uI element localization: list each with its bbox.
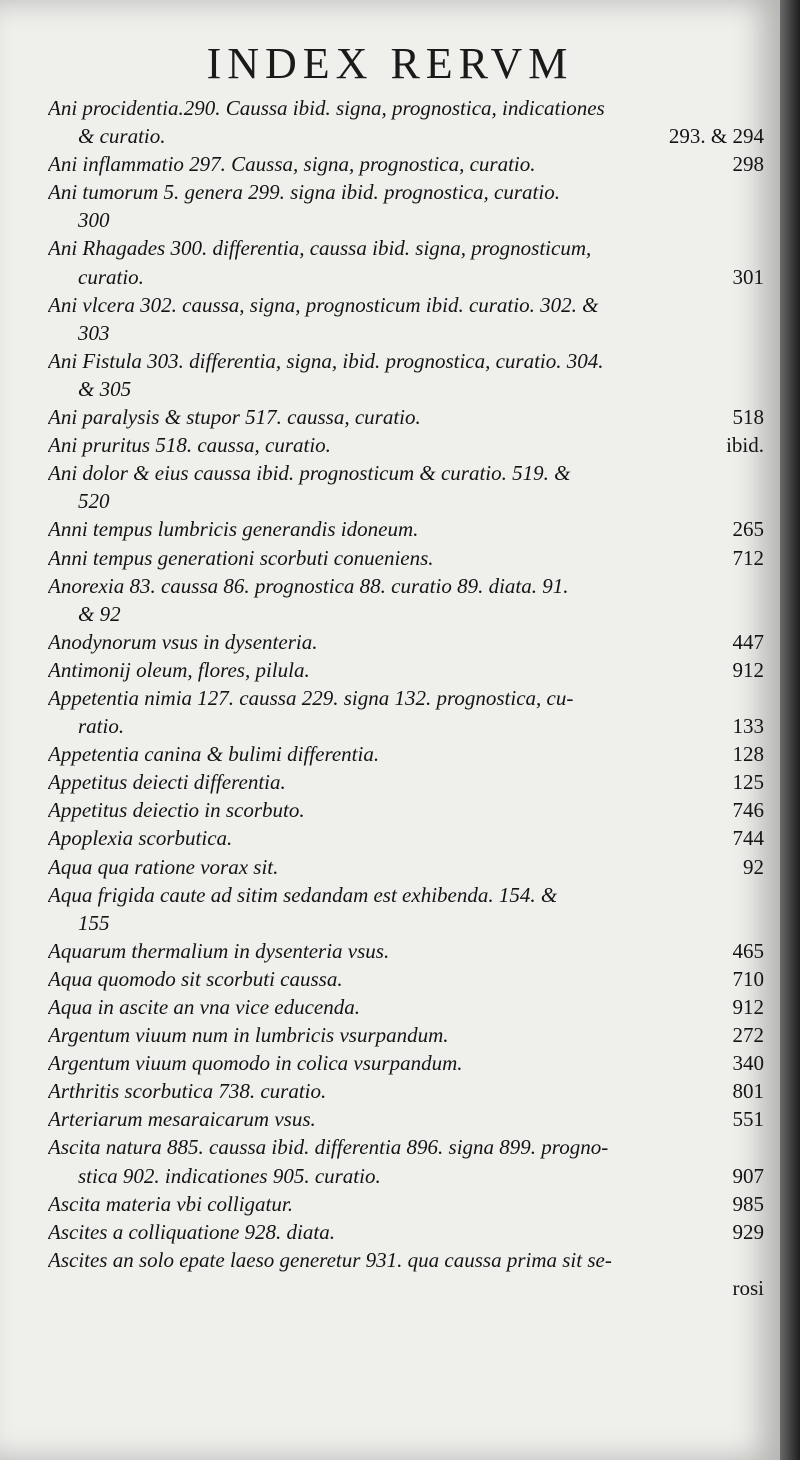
entry-line [48, 572, 764, 600]
entry-text: Arteriarum mesaraicarum vsus. [48, 1107, 316, 1132]
entry-continuation-line [48, 263, 764, 291]
entry-page-reference: 912 [732, 995, 764, 1019]
entry-text: Appetentia canina & bulimi differentia. [48, 742, 380, 767]
entry-page-reference: 128 [732, 742, 764, 767]
entry-text: 520 [78, 489, 110, 514]
index-entry [48, 403, 764, 431]
entry-text: Ascites a colliquatione 928. diata. [48, 1219, 335, 1244]
entry-line [48, 1105, 764, 1133]
entry-text: Aqua quomodo sit scorbuti caussa. [48, 966, 343, 991]
entry-text: Ani procidentia.290. Caussa ibid. signa, prognostica, indicationes [48, 96, 605, 120]
index-entry [48, 1021, 764, 1049]
entry-text: Ani vlcera 302. caussa, signa, prognosticum ibid. curatio. 302. & [48, 292, 599, 317]
entry-text: Aqua qua ratione vorax sit. [48, 854, 279, 879]
entry-line [48, 1190, 764, 1218]
entry-text: Aquarum thermalium in dysenteria vsus. [48, 938, 390, 963]
entry-page-reference: 912 [732, 657, 764, 682]
entry-page-reference: 801 [732, 1079, 764, 1104]
entry-line [48, 937, 764, 965]
index-entry [48, 431, 764, 459]
entry-line [48, 656, 764, 684]
entry-text: Argentum viuum num in lumbricis vsurpandum. [48, 1023, 449, 1048]
entry-line [48, 1021, 764, 1049]
index-entry [48, 684, 764, 740]
entry-text: Apoplexia scorbutica. [48, 826, 233, 851]
entry-line [48, 1049, 764, 1077]
entry-line [48, 853, 764, 881]
entry-line [48, 291, 764, 319]
entry-text: Anodynorum vsus in dysenteria. [48, 629, 318, 654]
entry-page-reference: rosi [732, 1275, 764, 1300]
entry-text: stica 902. indicationes 905. curatio. [78, 1163, 381, 1188]
index-entry [48, 796, 764, 824]
entry-line [48, 881, 764, 909]
entry-line [48, 740, 764, 768]
entry-text: ratio. [78, 714, 125, 739]
index-entry [48, 824, 764, 852]
index-entry [48, 1190, 764, 1218]
index-entry [48, 1133, 764, 1189]
entry-line [48, 993, 764, 1021]
entry-line [48, 431, 764, 459]
entry-continuation-line [48, 909, 764, 937]
entry-continuation-line [48, 375, 764, 403]
index-entry [48, 881, 764, 937]
entry-text: Ascita natura 885. caussa ibid. differentia 896. signa 899. progno- [48, 1135, 609, 1160]
entry-line [48, 178, 764, 206]
entry-continuation-line [48, 487, 764, 515]
entry-page-reference: 293. & 294 [668, 124, 764, 149]
entry-text: Ani dolor & eius caussa ibid. prognosticum & curatio. 519. & [48, 461, 571, 486]
entry-page-reference: ibid. [726, 433, 764, 458]
entry-text: 155 [78, 910, 110, 935]
entry-text: Ani Rhagades 300. differentia, caussa ibid. signa, prognosticum, [48, 236, 592, 261]
entry-line [48, 684, 764, 712]
entry-continuation-line [48, 319, 764, 347]
index-entry [48, 94, 764, 150]
entry-text: curatio. [78, 264, 144, 289]
entry-text: 303 [78, 320, 110, 345]
index-entry [48, 853, 764, 881]
entry-text: Appetentia nimia 127. caussa 229. signa 132. prognostica, cu- [48, 685, 574, 710]
entry-line [48, 459, 764, 487]
entry-line [48, 234, 764, 262]
index-entry [48, 291, 764, 347]
entry-line [48, 1077, 764, 1105]
entry-line [48, 515, 764, 543]
entry-line [48, 403, 764, 431]
entry-line [48, 965, 764, 993]
entry-line [48, 628, 764, 656]
entry-text: Arthritis scorbutica 738. curatio. [48, 1079, 327, 1104]
index-entry [48, 628, 764, 656]
entry-text: Ascites an solo epate laeso generetur 931. qua caussa prima sit se- [48, 1247, 612, 1272]
entry-page-reference: 929 [732, 1219, 764, 1244]
entry-text: Anni tempus generationi scorbuti conueniens. [48, 545, 434, 570]
entry-line [48, 1133, 764, 1161]
entry-page-reference: 272 [732, 1023, 764, 1048]
entry-line [48, 347, 764, 375]
entry-page-reference: 301 [732, 264, 764, 289]
entry-text: Ani paralysis & stupor 517. caussa, curatio. [48, 405, 421, 430]
entry-continuation-line [48, 122, 764, 150]
entry-line [48, 1218, 764, 1246]
index-entry [48, 937, 764, 965]
entry-text: Anni tempus lumbricis generandis idoneum. [48, 517, 419, 542]
page-edge-shadow [780, 0, 800, 1460]
entry-text: Anorexia 83. caussa 86. prognostica 88. curatio 89. diata. 91. [48, 573, 569, 598]
index-entry [48, 1105, 764, 1133]
entry-text: Antimonij oleum, flores, pilula. [48, 657, 310, 682]
entry-continuation-line [48, 1162, 764, 1190]
entry-line [48, 1246, 764, 1274]
entry-text: Ani Fistula 303. differentia, signa, ibid. prognostica, curatio. 304. [48, 348, 604, 373]
index-entry [48, 656, 764, 684]
index-entry [48, 1246, 764, 1302]
index-entry [48, 993, 764, 1021]
entry-page-reference: 133 [732, 714, 764, 739]
entry-continuation-line [48, 600, 764, 628]
index-entry [48, 1049, 764, 1077]
index-entry [48, 234, 764, 290]
entry-text: Aqua in ascite an vna vice educenda. [48, 995, 360, 1019]
page-title: INDEX RERVM [206, 39, 574, 88]
entry-page-reference: 298 [732, 152, 764, 177]
index-entry [48, 459, 764, 515]
entry-line [48, 544, 764, 572]
entry-page-reference: 92 [743, 854, 764, 879]
entry-page-reference: 518 [732, 405, 764, 430]
entry-page-reference: 340 [732, 1051, 764, 1076]
index-entry [48, 150, 764, 178]
entry-text: 300 [78, 208, 110, 233]
entry-text: Appetitus deiectio in scorbuto. [48, 798, 305, 823]
entry-page-reference: 265 [732, 517, 764, 542]
entry-page-reference: 985 [732, 1191, 764, 1216]
entry-page-reference: 744 [732, 826, 764, 851]
entry-page-reference: 465 [732, 938, 764, 963]
entry-continuation-line [48, 206, 764, 234]
entry-continuation-line [48, 1274, 764, 1302]
index-entry [48, 347, 764, 403]
index-entry [48, 1077, 764, 1105]
index-entry [48, 965, 764, 993]
entry-page-reference: 125 [732, 770, 764, 795]
index-entry [48, 768, 764, 796]
entry-line [48, 796, 764, 824]
entry-text: Argentum viuum quomodo in colica vsurpandum. [48, 1051, 463, 1076]
entry-text: Ascita materia vbi colligatur. [48, 1191, 293, 1216]
entry-text: Ani pruritus 518. caussa, curatio. [48, 433, 331, 458]
entry-page-reference: 746 [732, 798, 764, 823]
index-entries [48, 94, 764, 1302]
index-entry [48, 515, 764, 543]
entry-line [48, 150, 764, 178]
entry-text: Appetitus deiecti differentia. [48, 770, 286, 795]
entry-page-reference: 447 [732, 629, 764, 654]
entry-text: Ani tumorum 5. genera 299. signa ibid. prognostica, curatio. [48, 180, 560, 205]
index-entry [48, 572, 764, 628]
index-entry [48, 178, 764, 234]
entry-text: & 305 [78, 376, 132, 401]
entry-page-reference: 907 [732, 1163, 764, 1188]
entry-page-reference: 710 [732, 966, 764, 991]
entry-text: & curatio. [78, 124, 166, 149]
entry-continuation-line [48, 712, 764, 740]
index-entry [48, 544, 764, 572]
entry-text: Aqua frigida caute ad sitim sedandam est exhibenda. 154. & [48, 882, 558, 907]
index-entry [48, 740, 764, 768]
entry-line [48, 94, 764, 122]
entry-page-reference: 551 [732, 1107, 764, 1132]
index-entry [48, 1218, 764, 1246]
entry-line [48, 824, 764, 852]
entry-page-reference: 712 [732, 545, 764, 570]
entry-line [48, 768, 764, 796]
entry-text: & 92 [78, 601, 121, 626]
entry-text: Ani inflammatio 297. Caussa, signa, prognostica, curatio. [48, 152, 536, 177]
